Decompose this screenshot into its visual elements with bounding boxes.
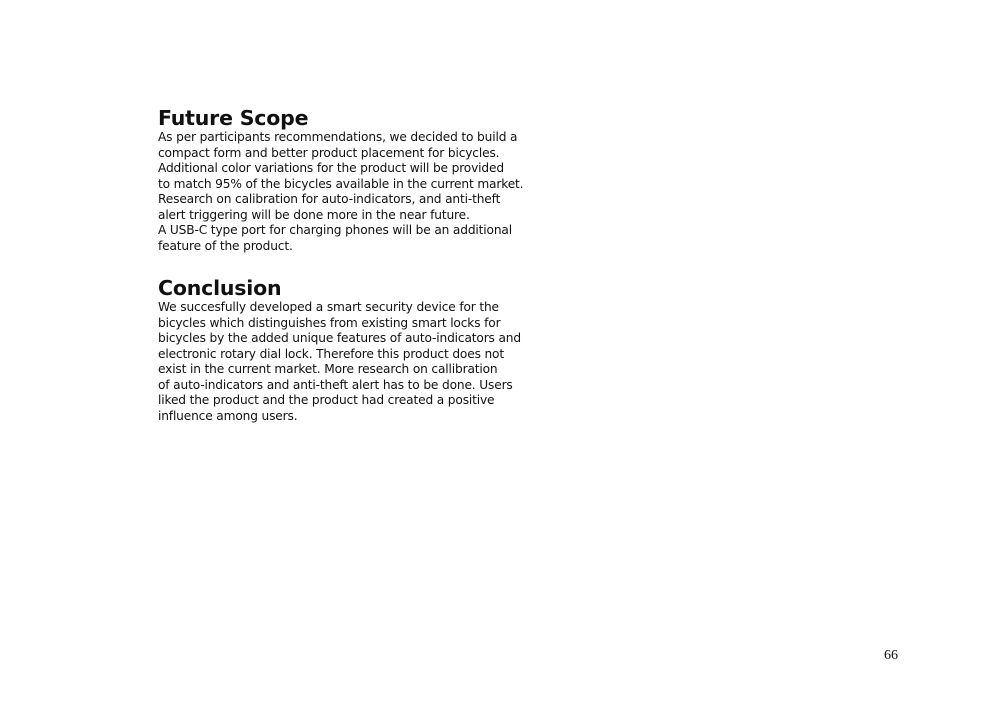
body-line: alert triggering will be done more in the near future. (158, 207, 470, 222)
body-line: electronic rotary dial lock. Therefore this product does not (158, 346, 504, 361)
body-line: bicycles which distinguishes from existing smart locks for (158, 315, 501, 330)
future-scope-section (158, 106, 538, 254)
body-line: As per participants recommendations, we decided to build a (158, 130, 518, 144)
body-line: influence among users. (158, 408, 298, 423)
body-line: compact form and better product placement for bicycles. (158, 145, 500, 160)
body-line: Additional color variations for the product will be provided (158, 161, 504, 175)
page-number: 66 (884, 648, 898, 663)
body-line: bicycles by the added unique features of auto-indicators and (158, 331, 521, 345)
conclusion-heading: Conclusion (158, 276, 282, 300)
body-line: feature of the product. (158, 238, 293, 253)
body-line: of auto-indicators and anti-theft alert has to be done. Users (158, 377, 513, 392)
body-line: We succesfully developed a smart security device for the (158, 300, 499, 314)
body-line: exist in the current market. More research on callibration (158, 362, 498, 376)
body-line: liked the product and the product had created a positive (158, 393, 495, 407)
body-line: Research on calibration for auto-indicators, and anti-theft (158, 192, 501, 206)
body-line: to match 95% of the bicycles available in the current market. (158, 176, 524, 191)
body-line: A USB-C type port for charging phones will be an additional (158, 223, 512, 237)
future-scope-heading: Future Scope (158, 106, 309, 130)
conclusion-section (158, 276, 538, 424)
future-scope-body (158, 130, 538, 254)
conclusion-body (158, 300, 538, 424)
